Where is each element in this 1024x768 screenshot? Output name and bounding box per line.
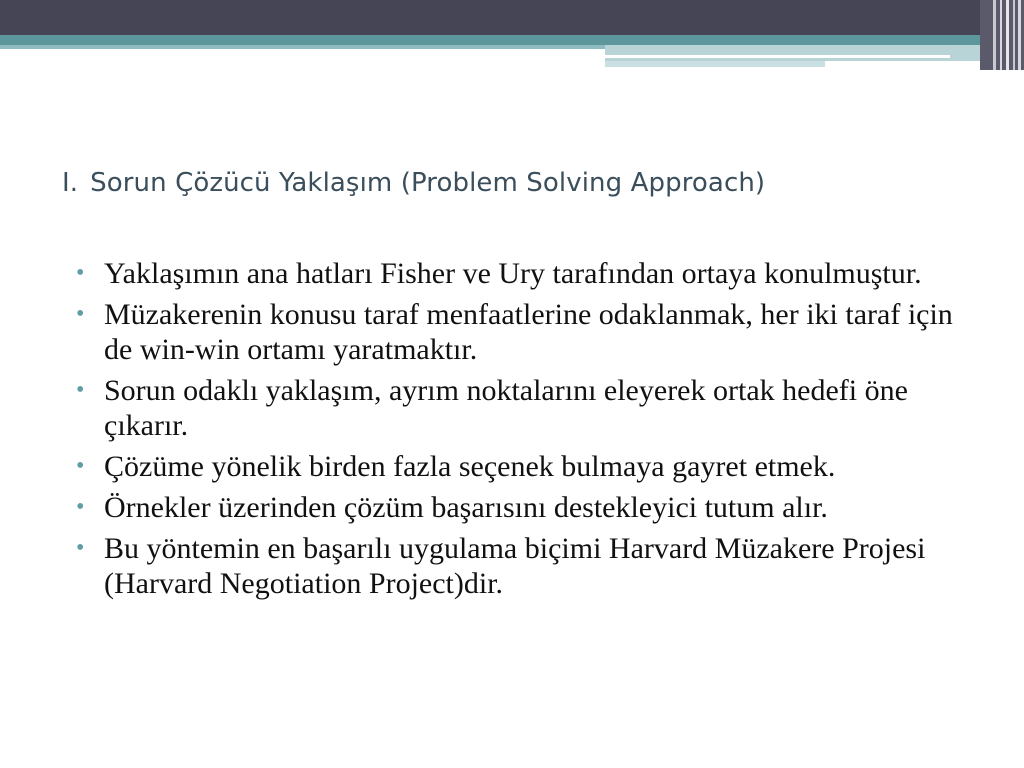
bullet-dot-icon: •	[76, 494, 85, 520]
bullet-dot-icon: •	[76, 453, 85, 479]
slide-title	[62, 168, 765, 198]
bullet-text: Çözüme yönelik birden fazla seçenek bulmaya gayret etmek.	[104, 450, 836, 483]
bullet-dot-icon: •	[76, 301, 85, 327]
bullet-item	[74, 531, 974, 601]
header-decoration	[0, 0, 1024, 70]
bullet-item	[74, 373, 974, 443]
bullet-text: Müzakerenin konusu taraf menfaatlerine odaklanmak, her iki taraf için de win-win ortamı yaratmaktır.	[104, 298, 953, 366]
bullet-list	[74, 256, 974, 607]
bullet-dot-icon: •	[76, 377, 85, 403]
title-text: Sorun Çözücü Yaklaşım (Problem Solving Approach)	[90, 168, 766, 198]
bullet-text: Bu yöntemin en başarılı uygulama biçimi Harvard Müzakere Projesi (Harvard Negotiation Project)dir.	[104, 532, 926, 600]
bullet-dot-icon: •	[76, 260, 85, 286]
bullet-text: Sorun odaklı yaklaşım, ayrım noktalarını eleyerek ortak hedefi öne çıkarır.	[104, 374, 908, 442]
title-number: I.	[62, 168, 79, 198]
bullet-item	[74, 256, 974, 291]
bullet-item	[74, 297, 974, 367]
bullet-item	[74, 449, 974, 484]
bullet-text: Yaklaşımın ana hatları Fisher ve Ury tarafından ortaya konulmuştur.	[104, 257, 922, 290]
bullet-dot-icon: •	[76, 535, 85, 561]
bullet-item	[74, 490, 974, 525]
bullet-text: Örnekler üzerinden çözüm başarısını destekleyici tutum alır.	[104, 491, 828, 524]
